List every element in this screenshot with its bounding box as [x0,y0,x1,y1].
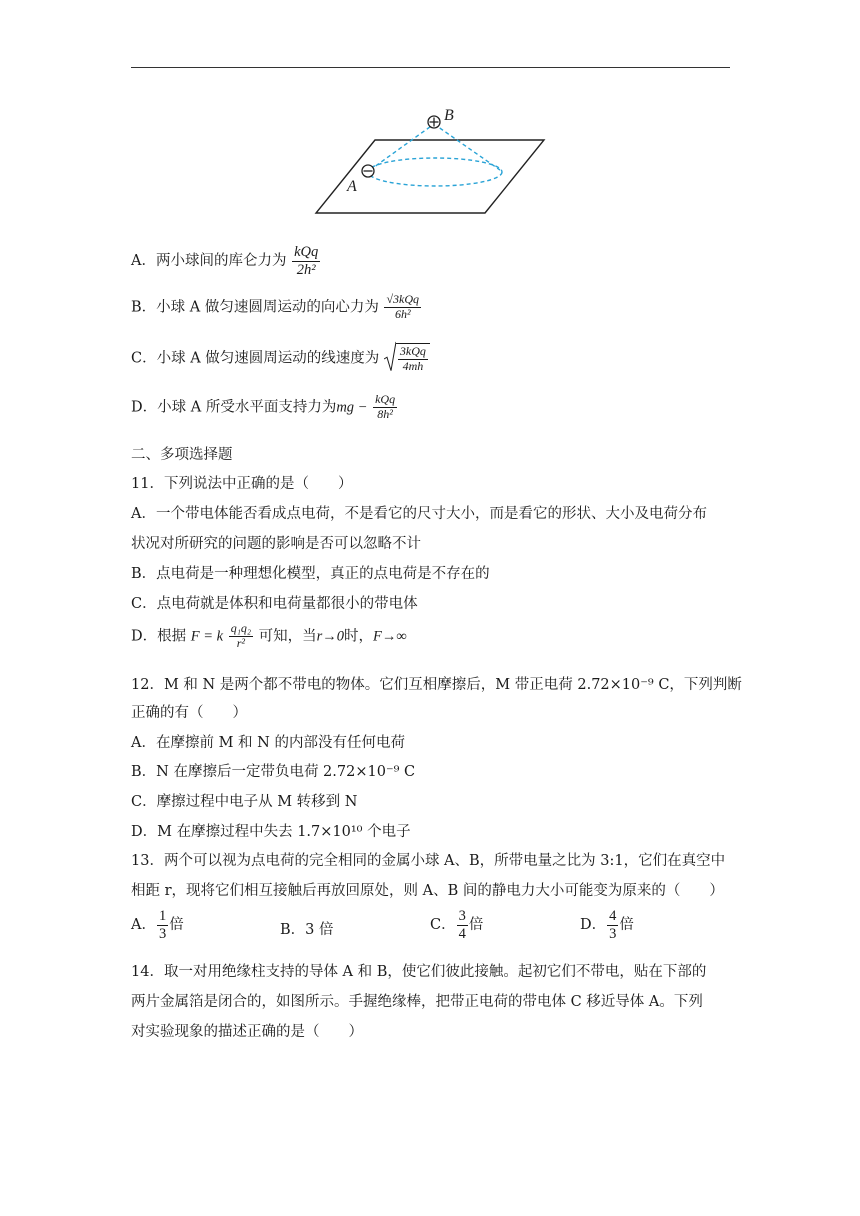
header-rule [131,67,730,68]
label-a: A [347,178,357,195]
q14-stem-line1: 14．取一对用绝缘柱支持的导体 A 和 B，使它们彼此接触。起初它们不带电，贴在下部的 [131,964,707,980]
option-label: C． [430,917,456,934]
q10-option-b [131,293,422,322]
numerator: q₁q₂ [230,621,252,635]
label-b: B [444,107,454,124]
q11-option-c: C．点电荷就是体积和电荷量都很小的带电体 [131,596,418,612]
option-text: 可知，当 [258,628,317,645]
denominator: 3 [158,925,167,942]
q13-option-a [131,908,184,942]
q14-stem-line2: 两片金属箔是闭合的，如图所示。手握绝缘棒，把带正电荷的带电体 C 移近导体 A。下列 [131,994,703,1010]
fraction [457,908,468,942]
positive-charge-icon [428,116,440,128]
q12-option-d: D．M 在摩擦过程中失去 1.7×10¹⁰ 个电子 [131,824,411,840]
q11-option-b: B．点电荷是一种理想化模型，真正的点电荷是不存在的 [131,566,490,582]
denominator: r² [236,635,245,650]
numerator: 1 [158,908,167,924]
fraction [384,293,421,322]
q12-stem-line1: 12．M 和 N 是两个都不带电的物体。它们互相摩擦后，M 带正电荷 2.72×10⁻⁹ C，下列判断 [131,677,742,693]
numerator: 3 [458,908,466,924]
numerator: √3kQq [386,292,420,306]
fraction [292,244,320,278]
horizontal-plane [316,140,544,213]
string-line-left [370,124,434,170]
q13-option-c [430,908,483,942]
q12-option-b: B．N 在摩擦后一定带负电荷 2.72×10⁻⁹ C [131,764,416,780]
option-text: B．小球 A 做匀速圆周运动的向心力为 [131,299,379,316]
string-line-right [434,124,500,170]
q12-option-c: C．摩擦过程中电子从 M 转移到 N [131,794,358,810]
q11-option-a-line1: A．一个带电体能否看成点电荷，不是看它的尺寸大小，而是看它的形状、大小及电荷分布 [131,506,707,522]
formula: r→0 [316,628,345,645]
q11-option-d [131,622,407,651]
denominator: 6h² [394,306,411,321]
q13-option-d [580,908,634,942]
option-suffix: 倍 [468,917,484,934]
option-suffix: 倍 [169,917,184,934]
physics-diagram [310,100,550,220]
q12-stem-line2: 正确的有（ ） [131,705,247,721]
option-label: A． [131,917,156,934]
numerator: 3kQq [399,344,426,358]
option-text: D．小球 A 所受水平面支持力为 [131,399,337,416]
q13-option-b: B．3 倍 [280,922,334,938]
formula: F→∞ [373,628,407,645]
denominator: 4 [458,925,466,942]
denominator: 3 [609,925,617,942]
option-text: C．小球 A 做匀速圆周运动的线速度为 [131,350,380,367]
q12-option-a: A．在摩擦前 M 和 N 的内部没有任何电荷 [131,735,405,751]
circular-orbit [368,158,502,186]
denominator: 4mh [402,358,424,373]
q13-stem-line1: 13．两个可以视为点电荷的完全相同的金属小球 A、B，所带电量之比为 3:1，它们在真空中 [131,853,726,869]
denominator: 8h² [377,406,393,421]
denominator: 2h² [296,261,316,278]
fraction [229,622,253,651]
q14-stem-line3: 对实验现象的描述正确的是（ ） [131,1024,363,1040]
negative-charge-icon [362,165,374,177]
q11-option-a-line2: 状况对所研究的问题的影响是否可以忽略不计 [131,536,421,552]
q10-option-a [131,244,321,278]
q10-option-d [131,393,398,422]
numerator: 4 [609,908,617,924]
option-text: D．根据 [131,628,187,645]
formula-lead: F = k [190,628,224,645]
q13-stem-line2: 相距 r，现将它们相互接触后再放回原处，则 A、B 间的静电力大小可能变为原来的（ ） [131,883,724,899]
fraction [157,908,168,942]
radical-sign-icon [384,341,396,372]
option-label: D． [580,917,607,934]
option-text: 时， [344,628,374,645]
q10-option-c [131,343,430,374]
numerator: kQq [294,244,319,260]
square-root [384,343,430,374]
fraction [373,393,397,422]
numerator: kQq [375,392,396,406]
fraction [607,908,618,942]
option-suffix: 倍 [619,917,634,934]
section-heading: 二、多项选择题 [131,447,233,463]
q11-stem: 11．下列说法中正确的是（ ） [131,476,353,492]
option-text: A．两小球间的库仑力为 [131,253,287,270]
formula-lead: mg − [336,399,368,416]
